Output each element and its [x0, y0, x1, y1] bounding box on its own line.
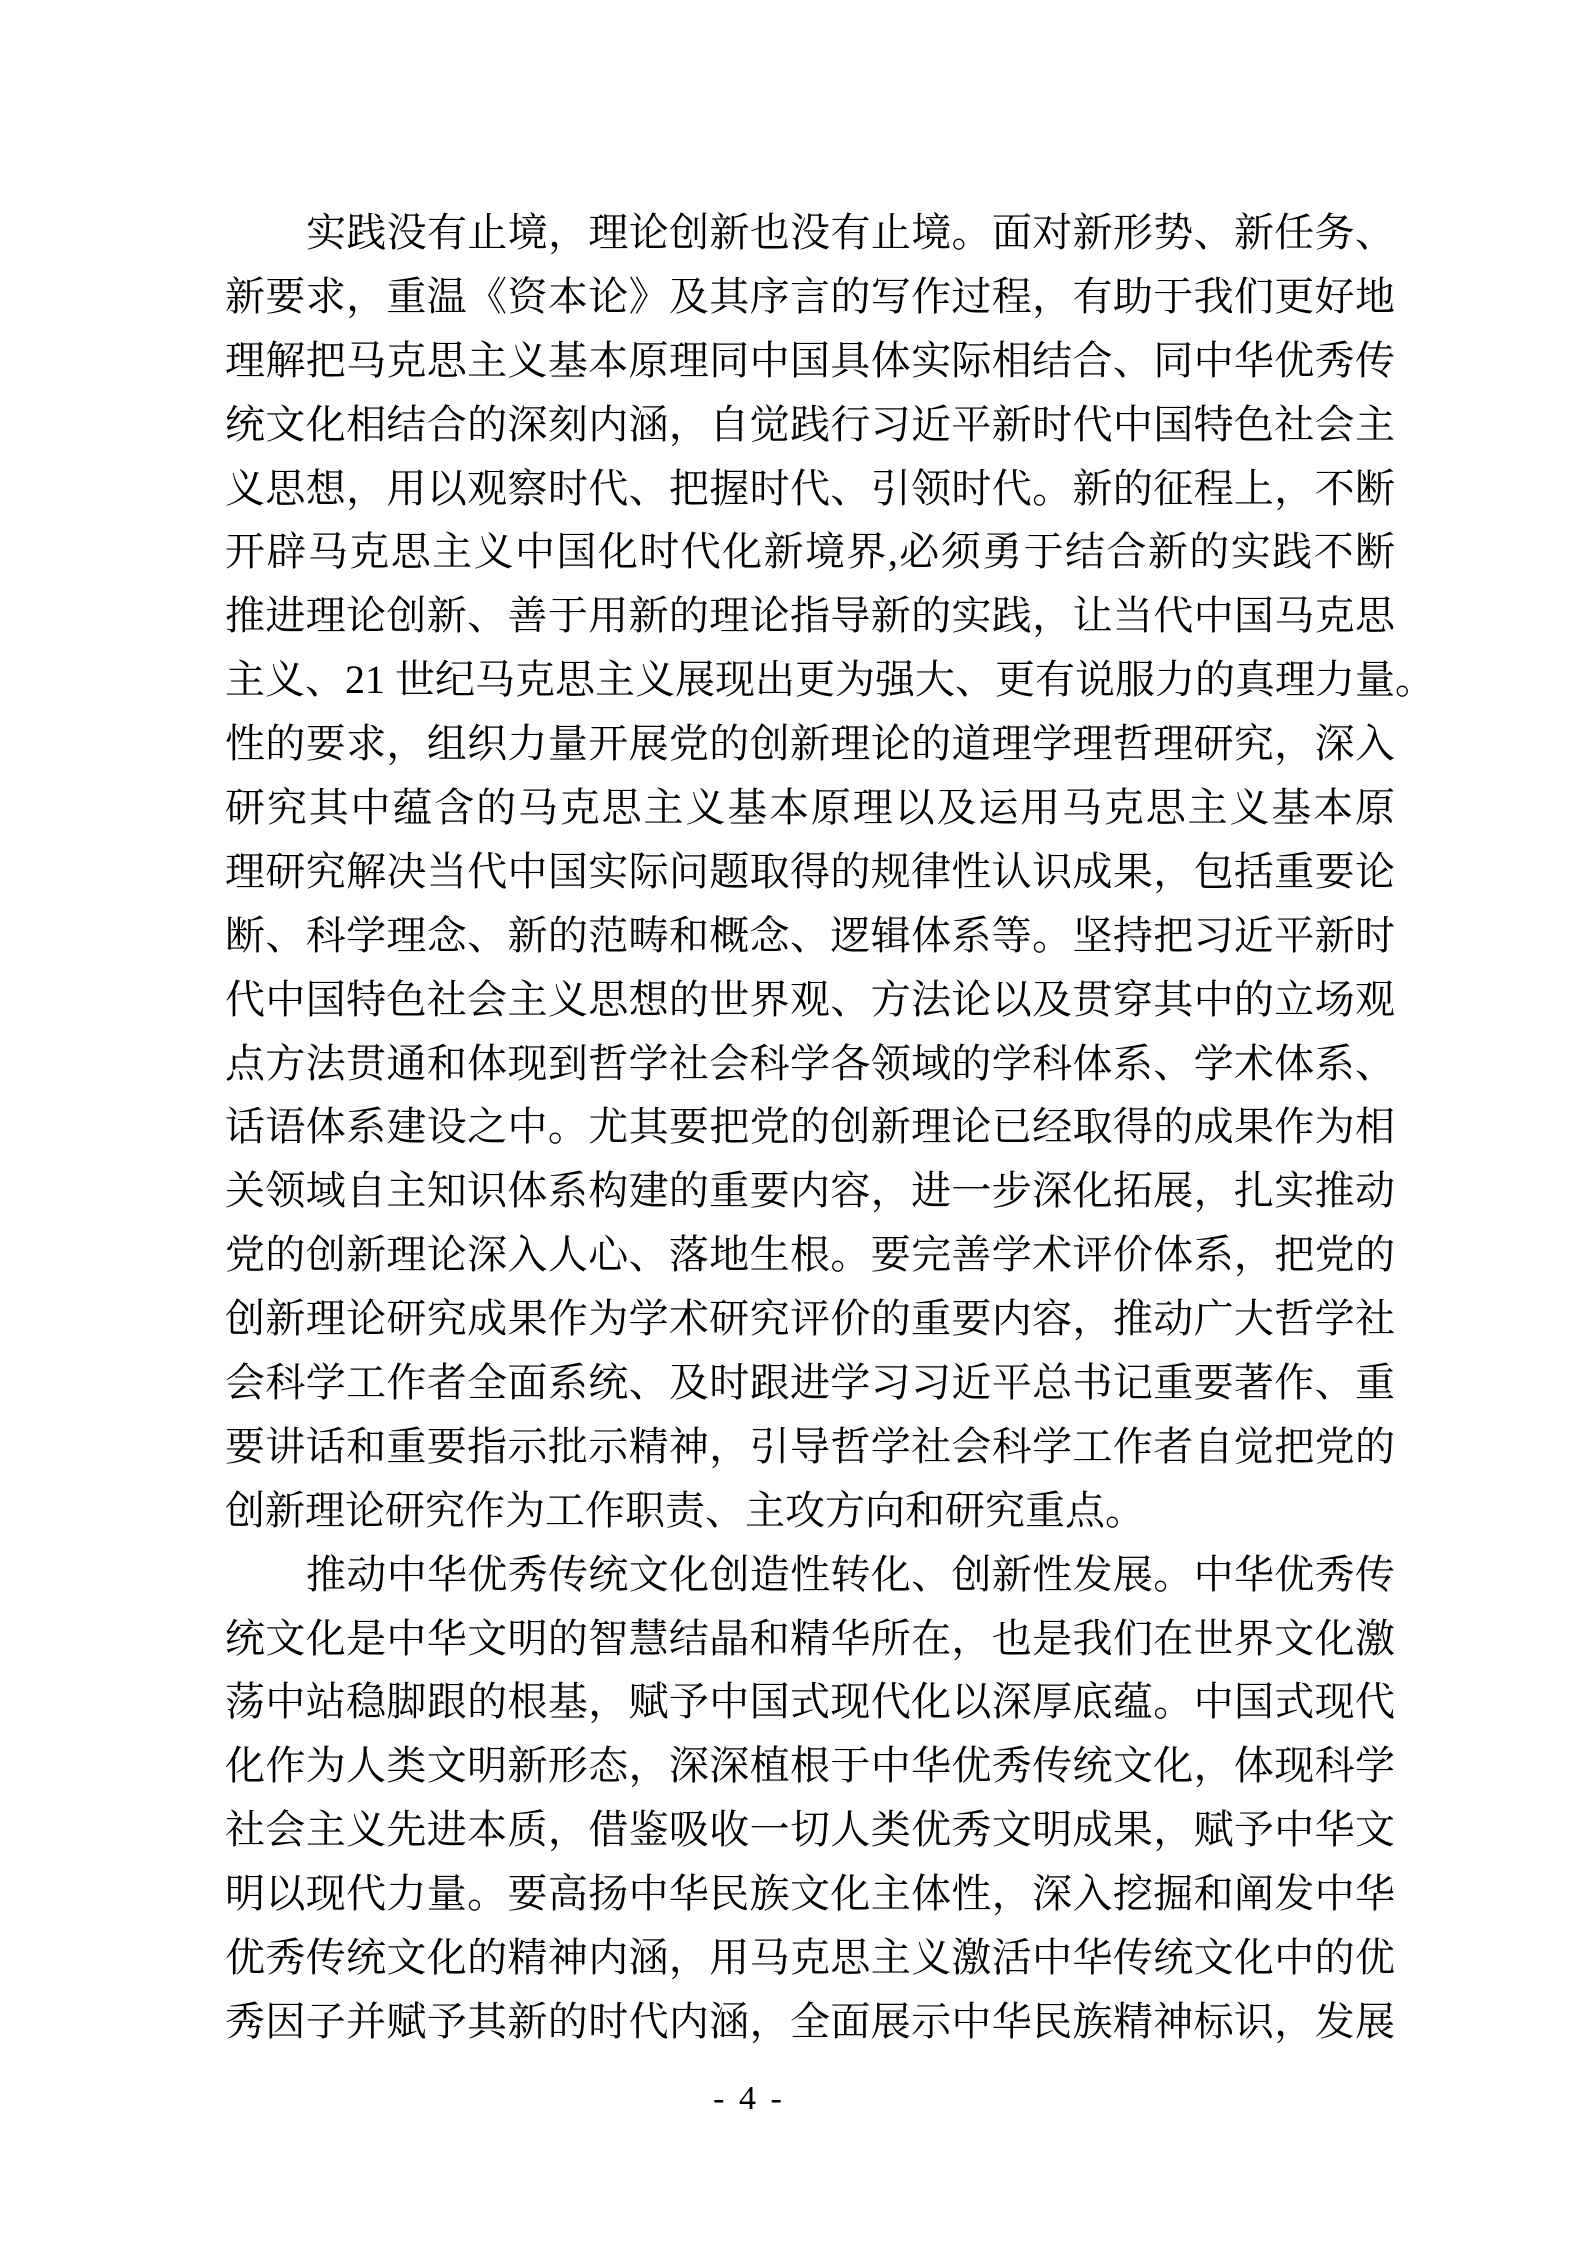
text-line: 明以现代力量。要高扬中华民族文化主体性，深入挖掘和阐发中华 — [225, 1871, 1395, 1917]
text-line: 党的创新理论深入人心、落地生根。要完善学术评价体系，把党的 — [225, 1232, 1395, 1278]
text-line: 断、科学理念、新的范畴和概念、逻辑体系等。坚持把习近平新时 — [225, 912, 1395, 958]
text-line: 理研究解决当代中国实际问题取得的规律性认识成果，包括重要论 — [225, 848, 1395, 894]
text-line: 研究其中蕴含的马克思主义基本原理以及运用马克思主义基本原 — [225, 785, 1395, 831]
text-line: 社会主义先进本质，借鉴吸收一切人类优秀文明成果，赋予中华文 — [225, 1807, 1395, 1853]
text-line: 主义、21 世纪马克思主义展现出更为强大、更有说服力的真理力量。 — [225, 657, 1435, 703]
text-line: 秀因子并赋予其新的时代内涵，全面展示中华民族精神标识，发展 — [225, 1998, 1395, 2044]
text-line: 义思想，用以观察时代、把握时代、引领时代。新的征程上，不断 — [225, 465, 1395, 511]
text-line: 会科学工作者全面系统、及时跟进学习习近平总书记重要著作、重 — [225, 1360, 1395, 1406]
text-line: 优秀传统文化的精神内涵，用马克思主义激活中华传统文化中的优 — [225, 1935, 1395, 1981]
text-line: 推进理论创新、善于用新的理论指导新的实践，让当代中国马克思 — [225, 593, 1395, 639]
text-line: 关领域自主知识体系构建的重要内容，进一步深化拓展，扎实推动 — [225, 1168, 1395, 1214]
text-line: 创新理论研究作为工作职责、主攻方向和研究重点。 — [225, 1487, 1145, 1533]
text-line: 统文化相结合的深刻内涵，自觉践行习近平新时代中国特色社会主 — [225, 401, 1395, 447]
text-line: 创新理论研究成果作为学术研究评价的重要内容，推动广大哲学社 — [225, 1296, 1395, 1342]
text-line: 理解把马克思主义基本原理同中国具体实际相结合、同中华优秀传 — [225, 337, 1395, 383]
page-number: - 4 - — [713, 2080, 785, 2117]
text-line: 性的要求，组织力量开展党的创新理论的道理学理哲理研究，深入 — [225, 721, 1395, 767]
text-line: 荡中站稳脚跟的根基，赋予中国式现代化以深厚底蕴。中国式现代 — [225, 1679, 1395, 1725]
text-line: 开辟马克思主义中国化时代化新境界,必须勇于结合新的实践不断 — [225, 529, 1395, 575]
text-line: 代中国特色社会主义思想的世界观、方法论以及贯穿其中的立场观 — [225, 976, 1395, 1022]
text-line: 点方法贯通和体现到哲学社会科学各领域的学科体系、学术体系、 — [225, 1040, 1395, 1086]
text-line: 化作为人类文明新形态，深深植根于中华优秀传统文化，体现科学 — [225, 1743, 1395, 1789]
text-line: 要讲话和重要指示批示精神，引导哲学社会科学工作者自觉把党的 — [225, 1423, 1395, 1469]
text-line: 话语体系建设之中。尤其要把党的创新理论已经取得的成果作为相 — [225, 1104, 1395, 1150]
text-line: 推动中华优秀传统文化创造性转化、创新性发展。中华优秀传 — [306, 1551, 1395, 1597]
body-text — [225, 201, 1435, 2054]
text-line: 新要求，重温《资本论》及其序言的写作过程，有助于我们更好地 — [225, 273, 1395, 319]
text-line: 统文化是中华文明的智慧结晶和精华所在，也是我们在世界文化激 — [225, 1615, 1395, 1661]
text-line: 实践没有止境，理论创新也没有止境。面对新形势、新任务、 — [306, 210, 1395, 255]
